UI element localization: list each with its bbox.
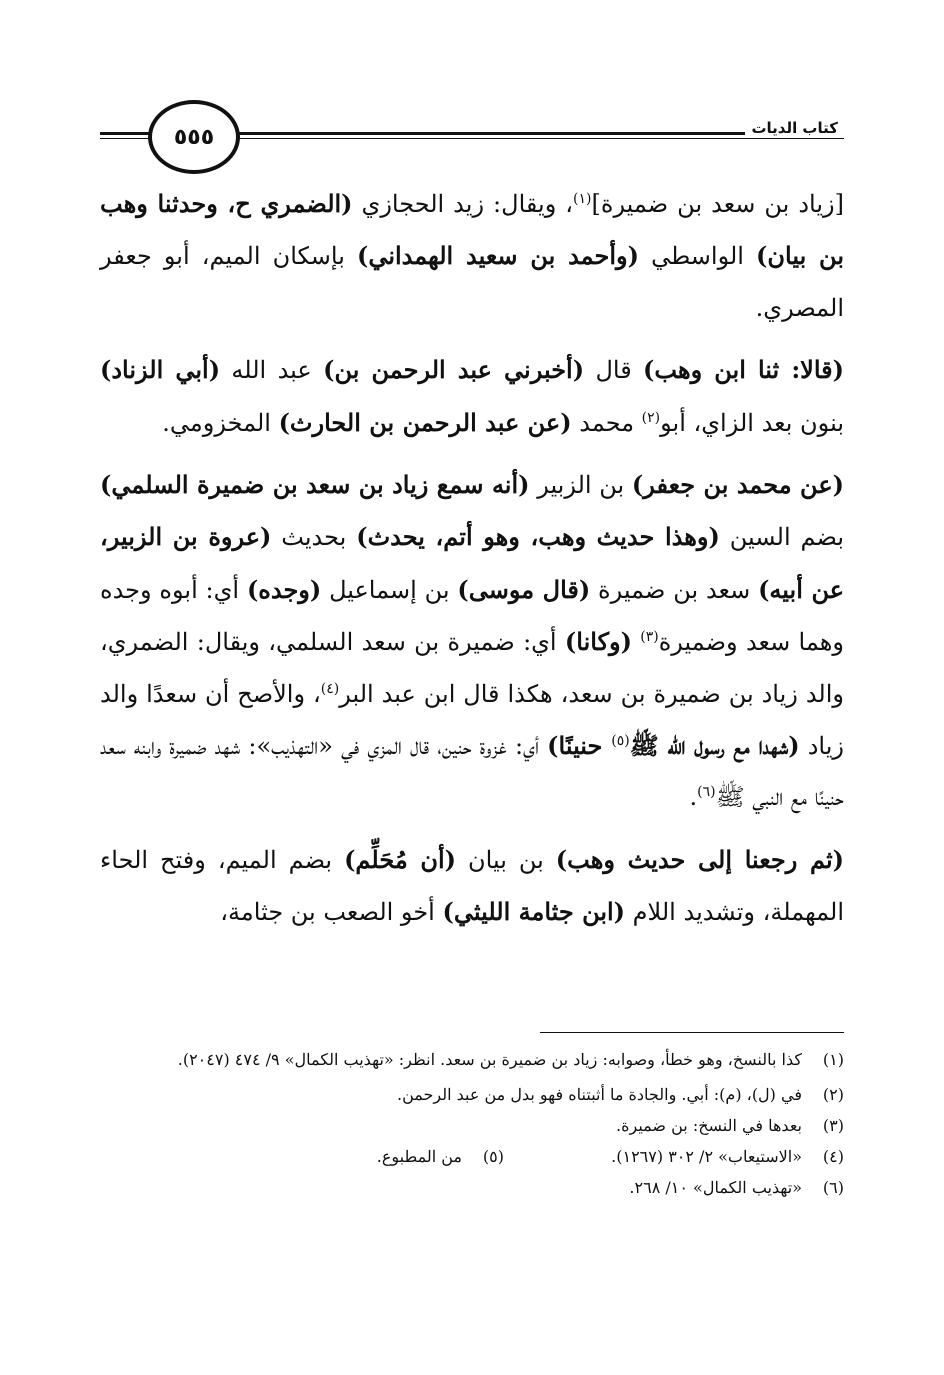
text-segment: ، ويقال: زيد الحجازي bbox=[352, 190, 574, 218]
text-segment: أي: ضميرة بن سعد السلمي، ويقال: الضمري، والد زياد بن ضميرة بن سعد، هكذا قال ابن عبد البر bbox=[100, 628, 845, 708]
bold-text-segment: (وجده) bbox=[246, 574, 322, 604]
header-rule-left-thin bbox=[100, 138, 152, 139]
bold-text-segment: (وأحمد بن سعيد الهمداني) bbox=[356, 241, 640, 271]
footnote-2 bbox=[100, 1079, 844, 1110]
footnote-number: (٥) bbox=[482, 1147, 504, 1166]
footnotes bbox=[100, 1044, 844, 1203]
bold-text-segment: (عن محمد بن جعفر) bbox=[631, 470, 844, 500]
footnote-text: «الاستيعاب» ٢/ ٣٠٢ (١٢٦٧). bbox=[611, 1147, 802, 1166]
main-text bbox=[100, 178, 844, 939]
paragraph bbox=[100, 178, 844, 334]
footnote-4 bbox=[504, 1141, 844, 1172]
text-segment: بضم السين bbox=[719, 523, 845, 552]
footnote-ref: (١) bbox=[573, 191, 592, 207]
bold-text-segment: حنينًا) bbox=[547, 731, 612, 761]
footnote-ref: (٥) bbox=[611, 733, 630, 750]
text-segment: ، والأصح أن سعدًا والد زياد bbox=[100, 679, 844, 761]
bold-text-segment: (قال موسى) bbox=[457, 574, 591, 604]
footnote-number: (٣) bbox=[822, 1116, 844, 1135]
text-segment: بن الزبير bbox=[529, 471, 632, 500]
bold-text-segment: (ابن جثامة الليثي) bbox=[442, 897, 626, 927]
footnote-3 bbox=[100, 1110, 844, 1141]
bold-text-segment: (وهذا حديث وهب، وهو أتم، يحدث) bbox=[356, 522, 720, 552]
footnote-ref: (٦) bbox=[697, 784, 716, 801]
bold-text-segment: (أنه سمع زياد بن سعد بن ضميرة السلمي) bbox=[100, 470, 530, 500]
running-title: كتاب الديات bbox=[745, 119, 844, 137]
text-segment: قال bbox=[584, 356, 644, 385]
footnote-text: «تهذيب الكمال» ١٠/ ٢٦٨. bbox=[629, 1178, 802, 1197]
bold-text-segment: (ثم رجعنا إلى حديث وهب) bbox=[555, 844, 845, 874]
text-segment: بن إسماعيل bbox=[321, 575, 458, 604]
page-number-badge bbox=[148, 100, 240, 174]
text-segment: أي: أبوه وجده وهما سعد وضميرة bbox=[100, 575, 844, 657]
paragraph bbox=[100, 459, 844, 824]
bold-text-segment: (أن مُحَلِّم) bbox=[344, 844, 457, 874]
header-rule-left bbox=[100, 132, 152, 135]
footnote-ref: (٢) bbox=[641, 409, 661, 426]
text-segment: المخزومي. bbox=[162, 408, 279, 437]
text-segment: بن بيان bbox=[456, 845, 556, 874]
footnote-1 bbox=[100, 1044, 844, 1075]
text-segment: بنون بعد الزاي، أبو bbox=[660, 408, 844, 437]
footnote-5 bbox=[304, 1141, 504, 1172]
footnote-text: كذا بالنسخ، وهو خطأ، وصوابه: زياد بن ضميرة بن سعد. انظر: «تهذيب الكمال» ٩/ ٤٧٤ (٢٠٤٧). bbox=[177, 1050, 802, 1069]
text-segment: سعد بن ضميرة bbox=[590, 575, 759, 604]
footnote-text: في (ل)، (م): أبي. والجادة ما أثبتناه فهو بدل من عبد الرحمن. bbox=[397, 1085, 802, 1104]
bold-text-segment: (عروة بن الزبير، عن أبيه) bbox=[100, 522, 845, 604]
footnote-number: (٤) bbox=[822, 1147, 844, 1166]
text-segment: بإسكان الميم، أبو جعفر المصري. bbox=[100, 242, 844, 322]
text-segment: محمد bbox=[571, 408, 642, 437]
footnote-text: بعدها في النسخ: بن ضميرة. bbox=[616, 1116, 802, 1135]
text-segment: أي: غزوة حنين، قال المزي في «التهذيب»: شهد ضميرة وابنه سعد حنينًا مع النبي ﷺ bbox=[100, 732, 844, 812]
footnote-ref: (٣) bbox=[640, 629, 659, 646]
footnote-6 bbox=[100, 1172, 844, 1203]
text-segment: [زياد بن سعد بن ضميرة] bbox=[591, 190, 844, 218]
bold-text-segment: (أخبرني عبد الرحمن بن) bbox=[323, 355, 585, 385]
footnote-row bbox=[100, 1141, 844, 1172]
bold-text-segment: (شهدا مع رسول الله ﷺ bbox=[629, 731, 800, 761]
text-segment: بضم الميم، وفتح الحاء المهملة، وتشديد اللام bbox=[100, 845, 844, 927]
bold-text-segment: (أبي الزناد) bbox=[100, 355, 221, 385]
bold-text-segment: (قالا: ثنا ابن وهب) bbox=[643, 355, 845, 385]
text-segment: بحديث bbox=[271, 523, 357, 552]
bold-text-segment: (عن عبد الرحمن بن الحارث) bbox=[278, 407, 572, 437]
footnote-separator bbox=[540, 1032, 844, 1033]
paragraph bbox=[100, 344, 844, 449]
footnote-ref: (٤) bbox=[320, 680, 340, 697]
header-rule-right-thin bbox=[232, 138, 844, 139]
page-number: ٥٥٥ bbox=[173, 124, 215, 150]
footnote-number: (٢) bbox=[822, 1085, 844, 1104]
bold-text-segment: (وكانا) bbox=[564, 627, 632, 657]
footnote-text: من المطبوع. bbox=[376, 1147, 462, 1166]
text-segment: أخو الصعب بن جثامة، bbox=[220, 898, 443, 927]
paragraph bbox=[100, 834, 844, 939]
text-segment: . bbox=[689, 783, 698, 812]
bold-text-segment: (الضمري ح، وحدثنا وهب بن بيان) bbox=[100, 189, 845, 271]
text-segment: عبد الله bbox=[220, 356, 324, 385]
footnote-number: (١) bbox=[822, 1050, 844, 1069]
text-segment: الواسطي bbox=[639, 242, 757, 271]
footnote-number: (٦) bbox=[822, 1178, 844, 1197]
